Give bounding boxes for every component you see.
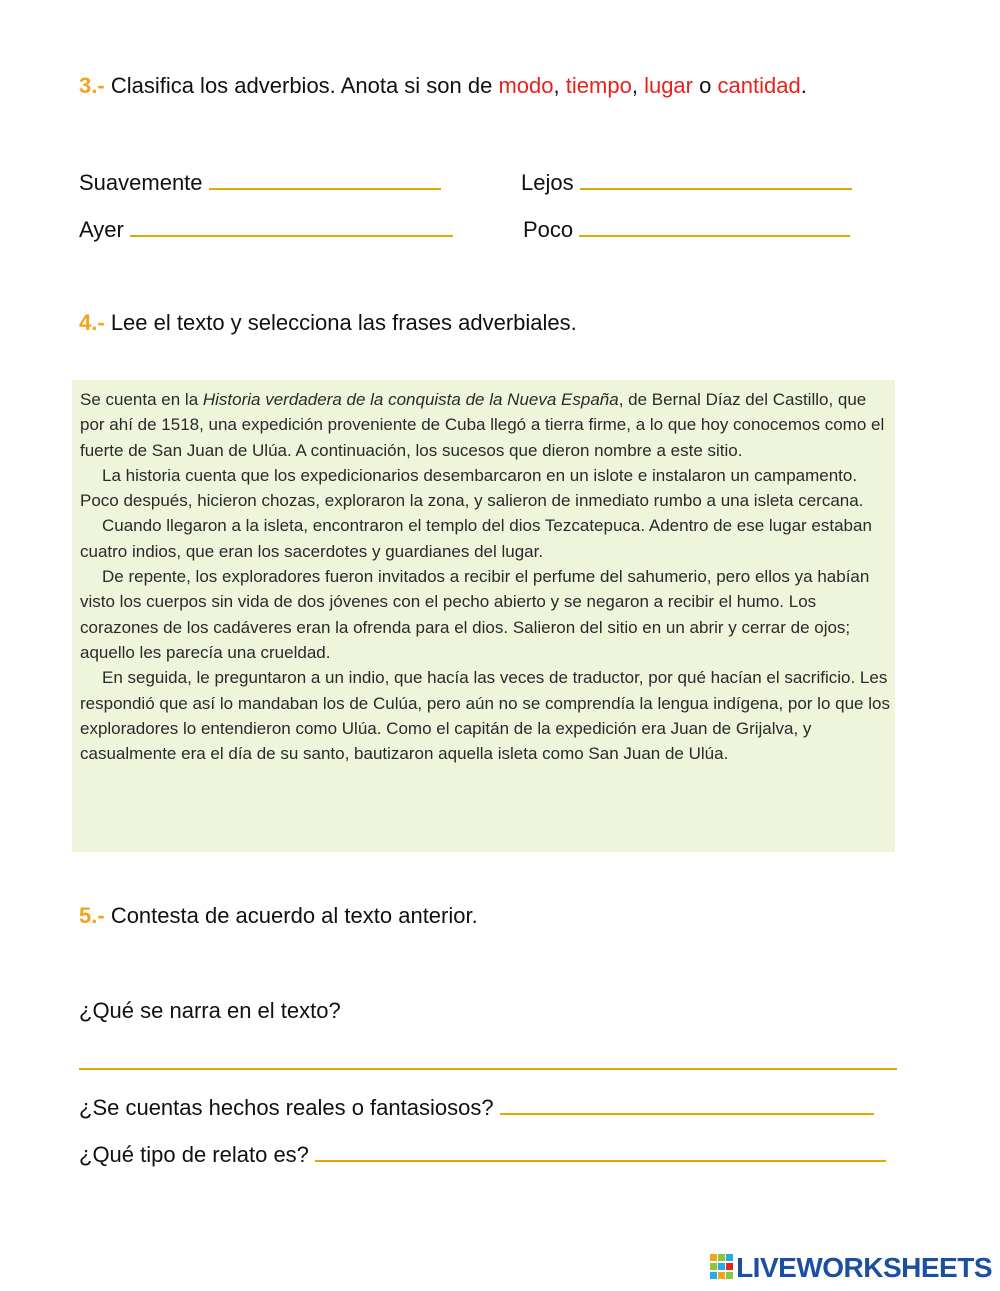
question-text: Clasifica los adverbios. Anota si son de [110,73,493,98]
category-tiempo: tiempo [565,73,632,98]
answer-blank[interactable] [579,213,850,237]
comprehension-question-row [79,1091,874,1123]
answer-blank[interactable] [580,166,852,190]
question-number: 3.- [79,73,105,98]
answer-blank[interactable] [130,213,453,237]
liveworksheets-logo-icon [710,1254,734,1280]
comprehension-question: ¿Qué se narra en el texto? [79,998,341,1023]
brand-name: LIVEWORKSHEETS [736,1252,992,1283]
reading-passage [72,380,895,852]
reading-paragraph[interactable]: Cuando llegaron a la isleta, encontraron el templo del dios Tezcatepuca. Adentro de ese lugar estaban cuatro indios, que eran los sacerdotes y guardianes del lugar. [80,516,872,561]
question-3-heading: 3.- Clasifica los adverbios. Anota si son de modo, tiempo, lugar o cantidad. [79,73,807,98]
category-cantidad: cantidad [717,73,801,98]
adverb-row [521,166,852,198]
comprehension-question: ¿Se cuentas hechos reales o fantasiosos? [79,1095,494,1120]
answer-blank[interactable] [79,1068,897,1070]
comprehension-question: ¿Qué tipo de relato es? [79,1142,309,1167]
adverb-row [79,213,453,245]
question-text: Lee el texto y selecciona las frases adverbiales. [110,310,577,335]
question-number: 4.- [79,310,105,335]
reading-paragraph[interactable]: La historia cuenta que los expedicionarios desembarcaron en un islote e instalaron un campamento. Poco después, hicieron chozas, exploraron la zona, y salieron de inmediato rumbo a una isleta cercana. [80,465,864,511]
answer-blank[interactable] [209,166,441,190]
reading-paragraph[interactable]: En seguida, le preguntaron a un indio, que hacía las veces de traductor, por qué hacían el sacrificio. Les respondió que así lo mandaban los de Culúa, pero aún no se comprendía la lengua indígena, por lo que los exploradores lo entendieron como Ulúa. Como el capitán de la expedición era Juan de Grijalva, y casualmente era el día de su santo, bautizaron aquella isleta como San Juan de Ulúa. [80,668,890,764]
adverb-row [523,213,850,245]
category-lugar: lugar [644,73,693,98]
adverb-label: Suavemente [79,170,203,195]
question-4-heading [79,308,577,338]
adverb-label: Lejos [521,170,574,195]
answer-blank[interactable] [315,1138,886,1162]
comprehension-question-row [79,1138,886,1170]
liveworksheets-logo [710,1252,992,1284]
reading-paragraph: Se cuenta en la Historia verdadera de la conquista de la Nueva España, de Bernal Díaz del Castillo, que por ahí de 1518, una expedición proveniente de Cuba llegó a tierra firme, a lo que hoy conocemos como el fuerte de San Juan de Ulúa. A continuación, los sucesos que dieron nombre a este sitio. [80,390,885,460]
book-title: Historia verdadera de la conquista de la Nueva España [202,390,619,409]
question-text: Contesta de acuerdo al texto anterior. [110,903,478,928]
adverb-label: Ayer [79,217,124,242]
question-5-heading [79,901,478,931]
question-number: 5.- [79,903,105,928]
adverb-row [79,166,441,198]
adverb-label: Poco [523,217,574,242]
category-modo: modo [498,73,554,98]
answer-blank[interactable] [500,1091,874,1115]
reading-paragraph[interactable]: De repente, los exploradores fueron invitados a recibir el perfume del sahumerio, pero ellos ya habían visto los cuerpos sin vida de dos jóvenes con el pecho abierto y se negaron a recibir el humo. Los corazones de los cadáveres eran la ofrenda para el dios. Salieron del sitio en un abrir y cerrar de ojos; aquello les parecía una crueldad. [80,567,870,662]
